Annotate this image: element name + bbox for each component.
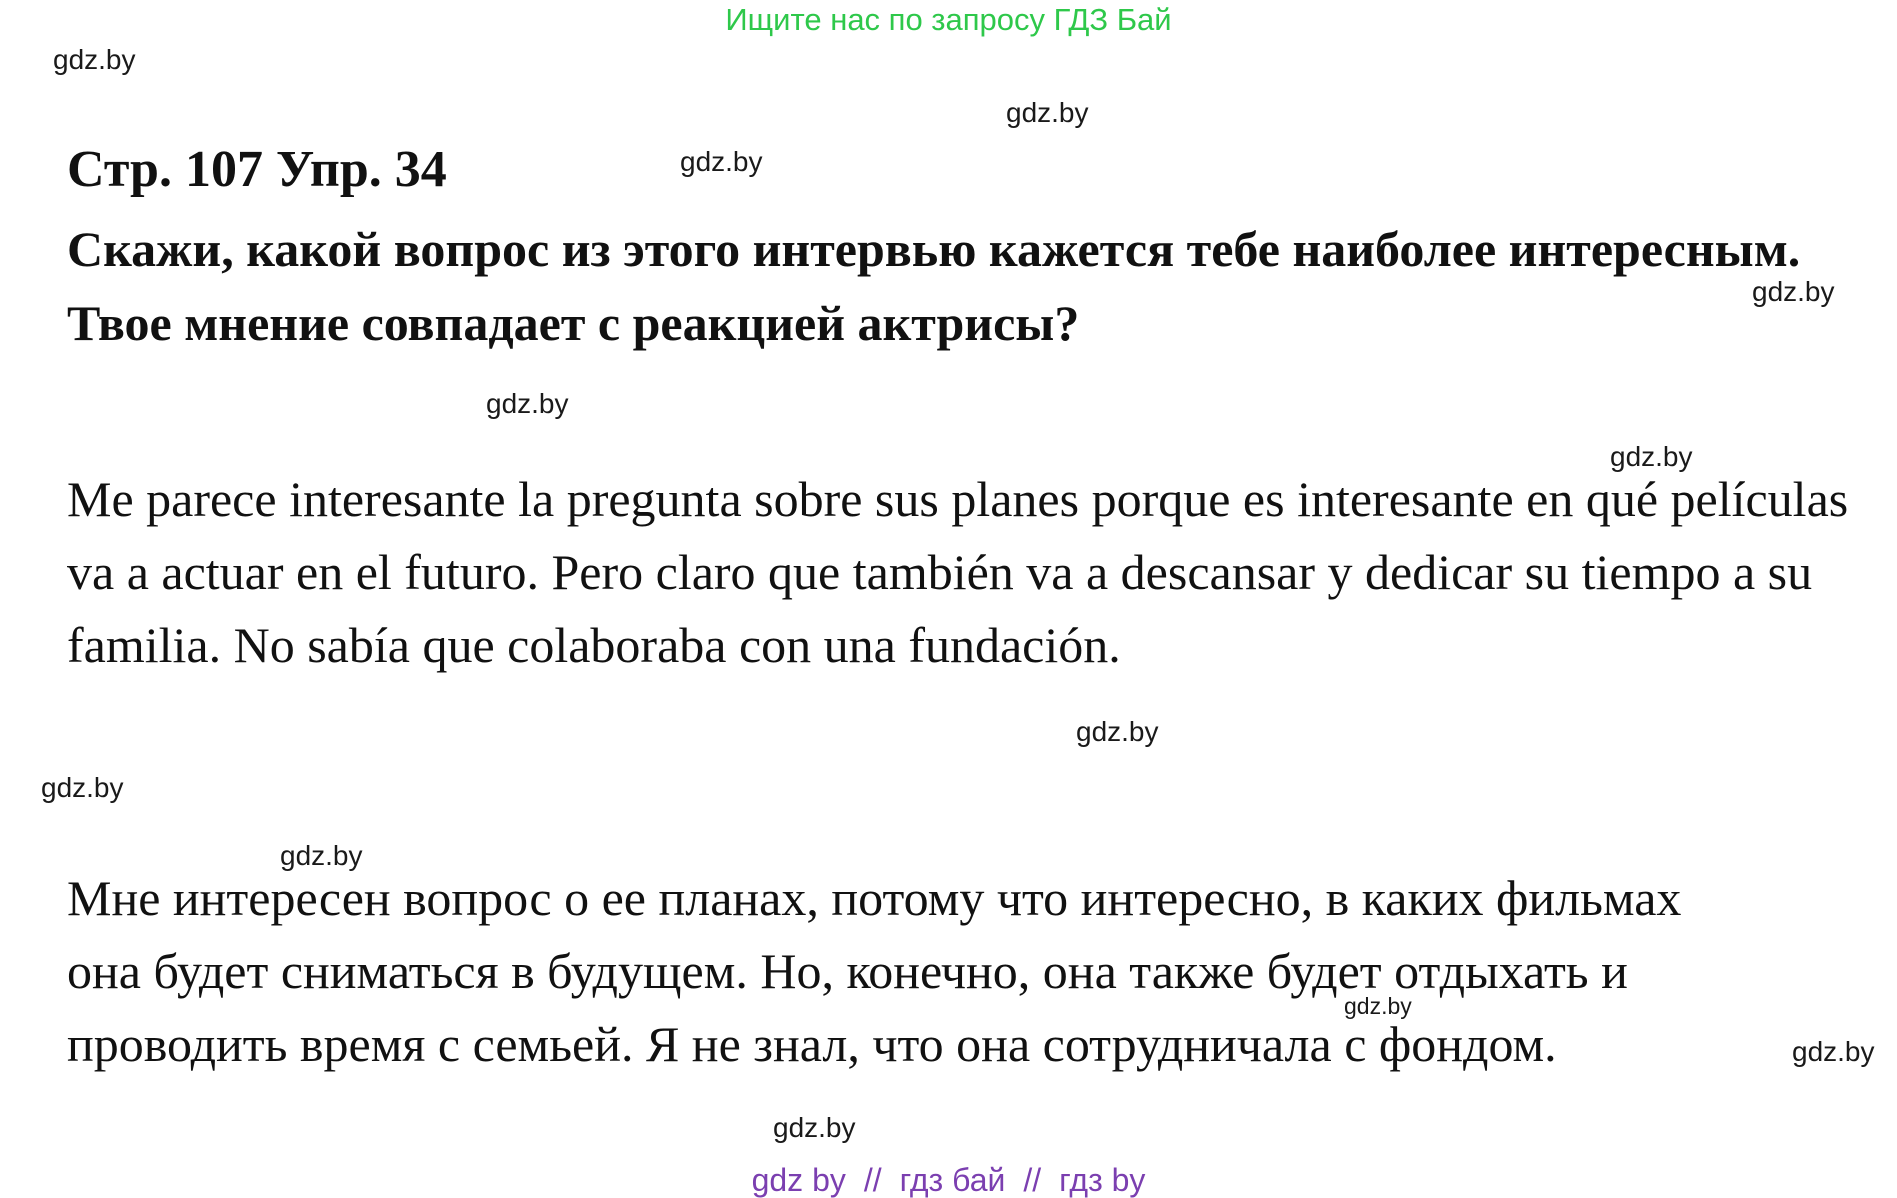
footer-separator: // [863, 1162, 882, 1198]
answer-russian: Мне интересен вопрос о ее планах, потому что интересно, в каких фильмах она будет сниматься в будущем. Но, конечно, она также будет отдыхать и проводить время с семьей. Я не знал, что она сотрудничала с фондом. [67, 870, 1682, 1072]
watermark: gdz.by [1610, 441, 1693, 472]
watermark: gdz.by [1344, 993, 1412, 1019]
watermark: gdz.by [680, 146, 763, 177]
search-banner: Ищите нас по запросу ГДЗ Бай [725, 2, 1172, 37]
watermark: gdz.by [773, 1112, 856, 1143]
footer-link-gdz-bai[interactable]: гдз бай [899, 1162, 1006, 1198]
footer-link-gdz-by[interactable]: gdz by [751, 1162, 846, 1198]
footer-links [0, 1162, 1897, 1198]
watermark: gdz.by [41, 772, 124, 803]
exercise-question: Скажи, какой вопрос из этого интервью кажется тебе наиболее интересным. Твое мнение совпадает с реакцией актрисы? [67, 221, 1801, 351]
watermark: gdz.by [53, 44, 136, 75]
footer-link-gdz-by-cyr[interactable]: гдз by [1059, 1162, 1146, 1198]
answer-spanish: Me parece interesante la pregunta sobre sus planes porque es interesante en qué películas va a actuar en el futuro. Pero claro que también va a descansar y dedicar su tiempo a su familia. No sabía que colaboraba con una fundación. [67, 471, 1849, 673]
watermark: gdz.by [1792, 1036, 1875, 1067]
exercise-title: Стр. 107 Упр. 34 [67, 141, 447, 198]
watermark: gdz.by [1076, 716, 1159, 747]
watermark: gdz.by [1752, 276, 1835, 307]
watermark: gdz.by [1006, 97, 1089, 128]
watermark: gdz.by [280, 840, 363, 871]
footer-separator: // [1023, 1162, 1042, 1198]
watermark: gdz.by [486, 388, 569, 419]
